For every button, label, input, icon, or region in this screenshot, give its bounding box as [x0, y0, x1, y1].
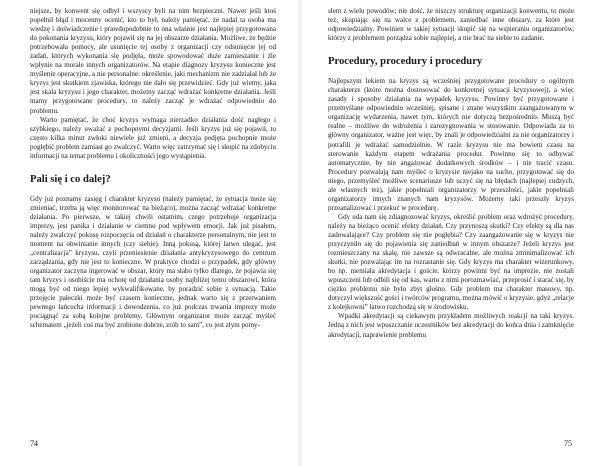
right-text-column [328, 7, 574, 340]
right-paragraph-1: słem z wielu powodów; nie dość, że niszczy strukturę organizacji konwentu, to może też, skupiając się na walce z problemem, zaniedbać inne obszary, za które jest odpowiedzialny. Powinien w takiej sytuacji skupić się na wspieraniu organizatorów, którzy z problemem porządza sobie najlepiej, a nie brać na siebie to zadanie. [328, 7, 574, 43]
left-paragraph-1: niejsze, by konwent się odbył i wszyscy byli na nim bezpieczni. Nawet jeśli ktoś popełnił błąd i mocenny ocenić, kto to był, należy pamiętać, że nadal ta osoba ma wiedzę i doświadczenie i prawdopodobnie to ona właśnie jest najlepiej przygotowana do pokonania kryzysu, który pojawił się na jej obszarze działania. Możliwe, że będzie potrzebowała pomocy, ale usunięcie tej osoby z organizacji czy odsunięcie jej od zadań, których wykonania się podjęła, może spowodować duże zamieszanie i źle wpłynie na morale innych organizatorów. Na etapie diagnozy kryzysu konieczne jest myślenie operacyjne, a nie personalne: określenie, jaki mechanizm nie zadziałał lub że kryzys jest skutkiem zjawiska, którego nie dało się przewidzieć. Gdy już wiemy, jaka jest skala kryzysu i jego charakter, możemy zacząć wdrażać konkretne działania. Jeśli mamy przygotowane procedury, to należy zacząć je wdrażać odpowiednio do problemu. [30, 7, 276, 115]
right-paragraph-4: Wpadki akredytacji są ciekawym przykładem możliwych reakcji na taki kryzys. Jedną z nich jest wpuszczanie uczestników bez akredytacji do końca dnia i zamknięcie akredytacji, naprawienie problemu [328, 312, 574, 339]
right-paragraph-3: Gdy uda nam się zdiagnozować kryzys, określić problem oraz wdrożyć procedury, należy na bieżąco ocenić efekty działań. Czy przynoszą skutki? Czy efekty są dla nas zadowalające? Czy problem się nie pogłębia? Czy zaangażowanie się w kryzys nie przyczyniło się do pojawienia się zaniedbań w innym obszarze? Jeżeli kryzys jest rozmieszczany na skalę, nie zawsze są odwracalne, ale można zminimalizować ich skutki, nie pozwalając im na rozrastanie się. Gdy kryzys ma charakter wizerunkowy, bo np. niemiała akredytacja i goście, którzy powinni być na imprezie, nie zostali wpuszczeni lub odbili się od kas, warto z nimi porozmawiać, przeprosić i starać się, by ciężko problemu nie było zbyt głośno. Gdy problem ma charakter masowy, np. dotyczył większość gości i twórców programu, można mówić o kryzysie, gdyż „relacje z kolejkowni” łatwo rozchodzą się w środowisku. [328, 212, 574, 312]
left-section-heading: Pali się i co dalej? [30, 173, 111, 185]
right-paragraph-2: Najlepszym lekiem na kryzys są wcześniej przygotowane procedury o ogólnym charakterze (które można dostosować do konkretnej sytuacji kryzysowej), a więc zasady i sposoby działania na wypadek kryzysu. Powinny być przygotowane i przemyślane odpowiednio wcześniej, spisane i znane wszystkim zaangażowanym w organizację wydarzenia, nawet tym, których nie dotyczą bezpośrednio. Muszą być realne – możliwe do wdrożenia i zarezygnowania w stosowanie. Odpowiada za to główny organizator, ważne jest więc, by znali je odpowiedzialni za nie organizatorzy i potrafili je wdrażać samodzielnie. W razie kryzysu nie ma bowiem czasu na sterowanie każdym etapem wdrażania procedur. Powinno się to odbywać automatycznie, by nie angażować dodatkowych środków – i nie tracić czasu. Procedury pozwalają nam myśleć o kryzysie niejako na sucho, przygotować się do niego, przemyśleć możliwe scenariusze lub uczyć się na błędach (najlepiej cudzych, ale własnych też), jakie popełniali organizatorzy w przeszłości, jakie popełniali organizatorzy innych znanych nam kryzysów. Możemy taki przeszły kryzys przeanalizować i przekuć w procedurę. [328, 77, 574, 212]
right-page-number: 75 [564, 439, 572, 448]
left-paragraph-2: Warto pamiętać, że choć kryzys wymaga nierzadko działania dość nagłego i szybkiego, należy uważać z pochopnymi decyzjami. Jeśli kryzys już się pojawił, to często kilka minut zwłoki niewiele już zmieni, a decyzja podjęta pochopnie może pogłębić problem zamiast go zwalczyć. Warto więc zatrzymać się i skupić na zdobyciu informacji na temat problemu i okoliczności jego wystąpienia. [30, 115, 276, 160]
book-gutter [296, 0, 304, 466]
left-page-number: 74 [30, 439, 38, 448]
left-text-column [30, 7, 276, 331]
right-section-heading: Procedury, procedury i procedury [328, 56, 483, 68]
left-paragraph-3: Gdy już poznamy zasięg i charakter kryzysu (należy pamiętać, że sytuacja może się zmieniać, trzeba ją więc monitorować na bieżąco), można zacząć wdrażać konkretne działania. Po pierwsze, w takiej chwili ostatnim, czego potrzebuje organizacja imprezy, jest panika i działanie w ciemno pod wpływem emocji. Jak już pisałem, należy zwalczyć pokusę rozpoczęcia od działań o charakterze personalnym, nie jest to moment na obwinianie innych (czy siebie). Inną pokusą, której łatwo ulegać, jest „centralizacja” kryzysu, czyli przeniesienie działania antykryzysowego do centrum zarządzania, gdy nie jest to konieczne. W praktyce chodzi o przypadek, gdy główny organizator zaczyna ingerować w obszar, który ma słabo tylko dlatego, że pojawia się tam kryzys i osobiście ma ochotę od działania osoby najbliżej temu obszarowi, która mogą być od niego lepiej wykwalifikowane, by poradzić sobie z sytuacją. Takie przejęcie pałeczki może być czasem konieczne, jednak warto się z przerwaniem pewnego łańcucha informacji i dowodzenia, co już podczas trwania imprezy może pociągnąć za sobą kolejne problemy. Głównym organizator może zacząć myśleć schematem „jeżeli coś ma być zrobione dobrze, zrób to sam”, co jest złym pomy- [30, 194, 276, 330]
